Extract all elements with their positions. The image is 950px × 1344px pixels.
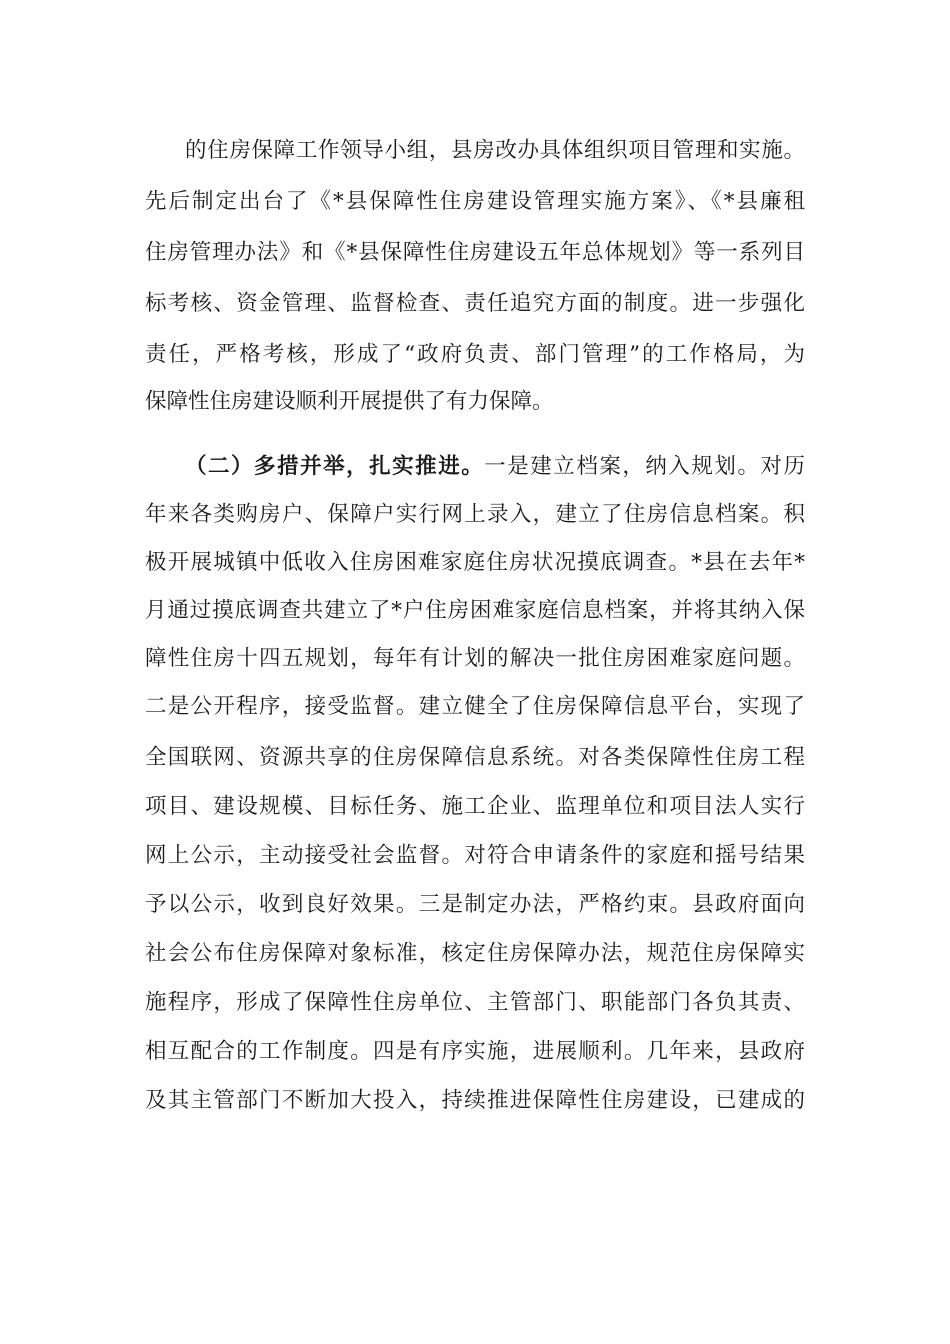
paragraph-2-line-11: 社会公布住房保障对象标准，核定住房保障办法，规范住房保障实: [145, 941, 805, 966]
paragraph-2-line-6: 二是公开程序，接受监督。建立健全了住房保障信息平台，实现了: [145, 694, 805, 719]
paragraph-1-line-4: 标考核、资金管理、监督检查、责任追究方面的制度。进一步强化: [145, 291, 805, 316]
paragraph-2-line-1-text: 一是建立档案，纳入规划。对历: [484, 454, 805, 479]
paragraph-2-line-5: 障性住房十四五规划，每年有计划的解决一批住房困难家庭问题。: [145, 646, 805, 671]
paragraph-1-line-2: 先后制定出台了《*县保障性住房建设管理实施方案》、《*县廉租: [145, 189, 805, 214]
paragraph-1-line-1: 的住房保障工作领导小组，县房改办具体组织项目管理和实施。: [185, 138, 805, 163]
paragraph-2-line-12: 施程序，形成了保障性住房单位、主管部门、职能部门各负其责、: [145, 990, 805, 1015]
section-heading: （二）多措并举，扎实推进。: [185, 454, 485, 479]
paragraph-2-line-4: 月通过摸底调查共建立了*户住房困难家庭信息档案，并将其纳入保: [145, 598, 805, 623]
paragraph-1-line-5: 责任，严格考核，形成了“政府负责、部门管理”的工作格局，为: [145, 342, 805, 367]
paragraph-2-line-2: 年来各类购房户、保障户实行网上录入，建立了住房信息档案。积: [145, 502, 805, 527]
paragraph-2-line-8: 项目、建设规模、目标任务、施工企业、监理单位和项目法人实行: [145, 794, 805, 819]
paragraph-2-line-13: 相互配合的工作制度。四是有序实施，进展顺利。几年来，县政府: [145, 1039, 805, 1064]
paragraph-2-line-10: 予以公示，收到良好效果。三是制定办法，严格约束。县政府面向: [145, 892, 805, 917]
paragraph-2-line-1: [185, 447, 805, 487]
paragraph-2-line-7: 全国联网、资源共享的住房保障信息系统。对各类保障性住房工程: [145, 745, 805, 770]
paragraph-2-line-9: 网上公示，主动接受社会监督。对符合申请条件的家庭和摇号结果: [145, 843, 805, 868]
paragraph-1-line-3: 住房管理办法》和《*县保障性住房建设五年总体规划》等一系列目: [145, 240, 805, 265]
paragraph-2-line-3: 极开展城镇中低收入住房困难家庭住房状况摸底调查。*县在去年*: [145, 550, 805, 575]
paragraph-1-line-6: 保障性住房建设顺利开展提供了有力保障。: [145, 389, 554, 414]
paragraph-2-line-14: 及其主管部门不断加大投入，持续推进保障性住房建设，已建成的: [145, 1088, 805, 1113]
